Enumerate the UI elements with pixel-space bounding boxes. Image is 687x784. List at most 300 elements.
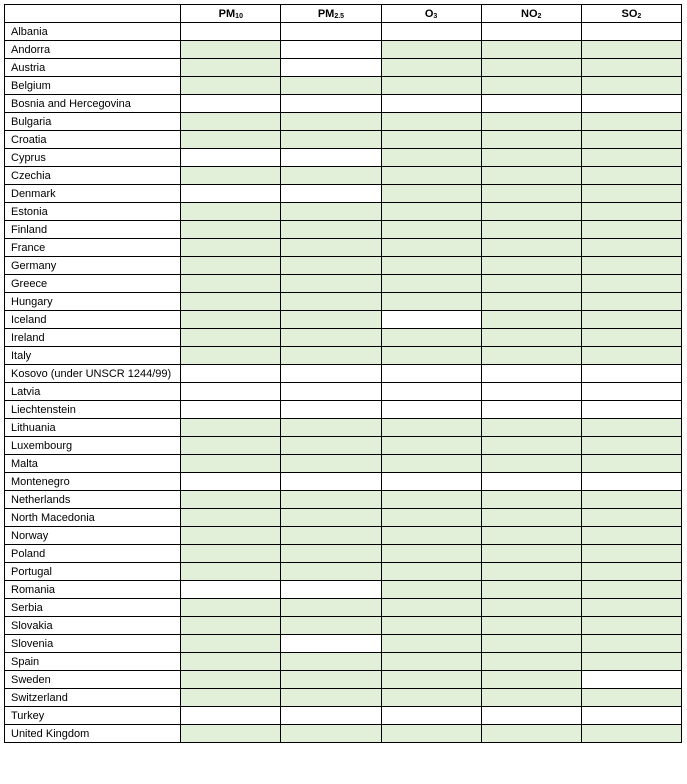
header-pm25-base: PM (317, 7, 335, 20)
coverage-cell-pm10 (181, 509, 281, 527)
table-row (5, 725, 682, 743)
country-cell: Montenegro (5, 473, 181, 491)
header-pm25-sub: 2.5 (334, 12, 345, 20)
table-row (5, 437, 682, 455)
coverage-cell-pm10 (181, 491, 281, 509)
table-row (5, 545, 682, 563)
coverage-cell-so2 (581, 167, 681, 185)
coverage-cell-pm25 (281, 95, 381, 113)
coverage-cell-pm25 (281, 293, 381, 311)
table-row (5, 599, 682, 617)
coverage-cell-so2 (581, 563, 681, 581)
coverage-cell-pm25 (281, 167, 381, 185)
coverage-cell-no2 (481, 563, 581, 581)
country-cell: Spain (5, 653, 181, 671)
coverage-cell-o3 (381, 383, 481, 401)
country-cell: Germany (5, 257, 181, 275)
coverage-cell-o3 (381, 203, 481, 221)
coverage-cell-o3 (381, 707, 481, 725)
coverage-cell-so2 (581, 599, 681, 617)
country-cell: Andorra (5, 41, 181, 59)
coverage-cell-pm25 (281, 275, 381, 293)
header-no2-sub: 2 (537, 12, 542, 20)
coverage-cell-no2 (481, 635, 581, 653)
header-so2 (581, 5, 681, 23)
table-row (5, 491, 682, 509)
coverage-cell-pm10 (181, 41, 281, 59)
table-row (5, 221, 682, 239)
table-row (5, 59, 682, 77)
coverage-cell-no2 (481, 509, 581, 527)
table-row (5, 383, 682, 401)
coverage-cell-pm10 (181, 347, 281, 365)
coverage-cell-o3 (381, 131, 481, 149)
header-o3-base: O (424, 7, 434, 20)
coverage-cell-pm25 (281, 707, 381, 725)
table-row (5, 149, 682, 167)
coverage-cell-o3 (381, 473, 481, 491)
coverage-cell-o3 (381, 401, 481, 419)
country-cell: Italy (5, 347, 181, 365)
coverage-cell-pm25 (281, 383, 381, 401)
coverage-cell-so2 (581, 527, 681, 545)
coverage-cell-pm25 (281, 581, 381, 599)
coverage-cell-o3 (381, 581, 481, 599)
coverage-cell-no2 (481, 527, 581, 545)
country-cell: Latvia (5, 383, 181, 401)
table-row (5, 617, 682, 635)
coverage-cell-pm25 (281, 311, 381, 329)
coverage-cell-pm10 (181, 257, 281, 275)
header-o3-sub: 3 (433, 12, 438, 20)
coverage-cell-o3 (381, 365, 481, 383)
coverage-cell-no2 (481, 707, 581, 725)
coverage-cell-so2 (581, 653, 681, 671)
coverage-cell-so2 (581, 77, 681, 95)
country-cell: Portugal (5, 563, 181, 581)
coverage-cell-pm10 (181, 113, 281, 131)
coverage-cell-no2 (481, 77, 581, 95)
coverage-cell-so2 (581, 347, 681, 365)
coverage-cell-so2 (581, 581, 681, 599)
coverage-cell-pm25 (281, 563, 381, 581)
country-cell: Austria (5, 59, 181, 77)
coverage-cell-pm10 (181, 401, 281, 419)
coverage-cell-so2 (581, 473, 681, 491)
table-row (5, 77, 682, 95)
coverage-cell-pm10 (181, 149, 281, 167)
coverage-cell-o3 (381, 419, 481, 437)
table-row (5, 95, 682, 113)
country-cell: Serbia (5, 599, 181, 617)
coverage-cell-so2 (581, 149, 681, 167)
coverage-cell-o3 (381, 311, 481, 329)
country-cell: Hungary (5, 293, 181, 311)
coverage-cell-no2 (481, 59, 581, 77)
coverage-cell-o3 (381, 167, 481, 185)
table-row (5, 239, 682, 257)
coverage-cell-pm25 (281, 545, 381, 563)
coverage-cell-pm10 (181, 689, 281, 707)
header-row (5, 5, 682, 23)
coverage-cell-so2 (581, 131, 681, 149)
coverage-table (4, 4, 682, 743)
coverage-cell-no2 (481, 671, 581, 689)
coverage-cell-pm10 (181, 599, 281, 617)
country-cell: Kosovo (under UNSCR 1244/99) (5, 365, 181, 383)
coverage-cell-pm10 (181, 419, 281, 437)
coverage-cell-no2 (481, 239, 581, 257)
coverage-cell-no2 (481, 113, 581, 131)
coverage-cell-no2 (481, 257, 581, 275)
table-row (5, 167, 682, 185)
table-body (5, 23, 682, 743)
coverage-cell-pm25 (281, 437, 381, 455)
coverage-cell-no2 (481, 167, 581, 185)
table-row (5, 689, 682, 707)
coverage-cell-so2 (581, 221, 681, 239)
table-row (5, 635, 682, 653)
coverage-cell-so2 (581, 95, 681, 113)
coverage-cell-no2 (481, 473, 581, 491)
coverage-cell-so2 (581, 275, 681, 293)
coverage-cell-pm25 (281, 185, 381, 203)
coverage-cell-pm25 (281, 689, 381, 707)
coverage-cell-pm10 (181, 563, 281, 581)
country-cell: Ireland (5, 329, 181, 347)
table-row (5, 509, 682, 527)
header-country (5, 5, 181, 23)
table-row (5, 365, 682, 383)
table-row (5, 113, 682, 131)
coverage-cell-so2 (581, 329, 681, 347)
coverage-cell-no2 (481, 95, 581, 113)
coverage-cell-pm25 (281, 257, 381, 275)
table-row (5, 455, 682, 473)
country-cell: Greece (5, 275, 181, 293)
coverage-cell-pm25 (281, 239, 381, 257)
coverage-cell-o3 (381, 455, 481, 473)
coverage-cell-o3 (381, 437, 481, 455)
coverage-cell-pm10 (181, 311, 281, 329)
coverage-cell-no2 (481, 365, 581, 383)
coverage-cell-o3 (381, 257, 481, 275)
coverage-cell-no2 (481, 545, 581, 563)
coverage-cell-pm10 (181, 707, 281, 725)
coverage-cell-no2 (481, 311, 581, 329)
coverage-cell-o3 (381, 95, 481, 113)
coverage-cell-pm10 (181, 635, 281, 653)
coverage-cell-so2 (581, 419, 681, 437)
coverage-cell-pm25 (281, 653, 381, 671)
coverage-cell-no2 (481, 221, 581, 239)
coverage-cell-so2 (581, 239, 681, 257)
coverage-cell-so2 (581, 203, 681, 221)
coverage-cell-so2 (581, 311, 681, 329)
coverage-cell-so2 (581, 257, 681, 275)
coverage-cell-no2 (481, 599, 581, 617)
coverage-cell-o3 (381, 599, 481, 617)
coverage-cell-so2 (581, 113, 681, 131)
coverage-cell-no2 (481, 275, 581, 293)
country-cell: Slovenia (5, 635, 181, 653)
coverage-cell-so2 (581, 491, 681, 509)
table-row (5, 185, 682, 203)
coverage-cell-so2 (581, 617, 681, 635)
table-row (5, 257, 682, 275)
country-cell: Luxembourg (5, 437, 181, 455)
coverage-cell-o3 (381, 635, 481, 653)
coverage-cell-pm25 (281, 203, 381, 221)
coverage-cell-no2 (481, 185, 581, 203)
country-cell: Netherlands (5, 491, 181, 509)
coverage-cell-so2 (581, 293, 681, 311)
coverage-cell-pm25 (281, 59, 381, 77)
coverage-cell-o3 (381, 689, 481, 707)
table-row (5, 581, 682, 599)
coverage-cell-o3 (381, 725, 481, 743)
coverage-cell-so2 (581, 365, 681, 383)
coverage-cell-no2 (481, 41, 581, 59)
coverage-cell-pm10 (181, 365, 281, 383)
header-no2 (481, 5, 581, 23)
coverage-cell-pm10 (181, 437, 281, 455)
country-cell: Romania (5, 581, 181, 599)
coverage-cell-so2 (581, 635, 681, 653)
table-row (5, 293, 682, 311)
country-cell: Croatia (5, 131, 181, 149)
table-row (5, 707, 682, 725)
coverage-cell-pm10 (181, 221, 281, 239)
table-row (5, 473, 682, 491)
coverage-cell-pm25 (281, 131, 381, 149)
country-cell: Albania (5, 23, 181, 41)
coverage-cell-no2 (481, 419, 581, 437)
country-cell: Norway (5, 527, 181, 545)
coverage-cell-o3 (381, 77, 481, 95)
coverage-cell-o3 (381, 59, 481, 77)
coverage-cell-pm25 (281, 23, 381, 41)
coverage-cell-o3 (381, 113, 481, 131)
coverage-cell-pm10 (181, 239, 281, 257)
coverage-cell-pm10 (181, 293, 281, 311)
coverage-cell-pm10 (181, 329, 281, 347)
coverage-cell-pm25 (281, 617, 381, 635)
coverage-cell-so2 (581, 23, 681, 41)
country-cell: France (5, 239, 181, 257)
coverage-cell-pm25 (281, 599, 381, 617)
coverage-cell-pm25 (281, 149, 381, 167)
coverage-cell-o3 (381, 509, 481, 527)
coverage-cell-so2 (581, 509, 681, 527)
country-cell: Czechia (5, 167, 181, 185)
coverage-cell-pm25 (281, 491, 381, 509)
header-pm10-base: PM (218, 7, 236, 20)
coverage-cell-no2 (481, 581, 581, 599)
coverage-cell-so2 (581, 401, 681, 419)
table-row (5, 275, 682, 293)
country-cell: Poland (5, 545, 181, 563)
coverage-cell-no2 (481, 23, 581, 41)
coverage-cell-pm25 (281, 365, 381, 383)
country-cell: Bosnia and Hercegovina (5, 95, 181, 113)
coverage-cell-o3 (381, 221, 481, 239)
coverage-cell-so2 (581, 383, 681, 401)
table-row (5, 563, 682, 581)
coverage-cell-pm25 (281, 725, 381, 743)
header-so2-base: SO (621, 7, 638, 20)
coverage-cell-pm10 (181, 725, 281, 743)
coverage-cell-o3 (381, 671, 481, 689)
coverage-cell-no2 (481, 203, 581, 221)
country-cell: Denmark (5, 185, 181, 203)
country-cell: Finland (5, 221, 181, 239)
coverage-cell-o3 (381, 329, 481, 347)
coverage-cell-so2 (581, 707, 681, 725)
header-pm10 (181, 5, 281, 23)
coverage-cell-so2 (581, 545, 681, 563)
country-cell: Sweden (5, 671, 181, 689)
coverage-cell-no2 (481, 149, 581, 167)
coverage-cell-pm25 (281, 509, 381, 527)
table-row (5, 419, 682, 437)
country-cell: Malta (5, 455, 181, 473)
coverage-cell-pm10 (181, 59, 281, 77)
coverage-cell-so2 (581, 689, 681, 707)
coverage-cell-pm10 (181, 455, 281, 473)
coverage-cell-o3 (381, 293, 481, 311)
coverage-cell-pm25 (281, 41, 381, 59)
country-cell: Iceland (5, 311, 181, 329)
coverage-cell-no2 (481, 131, 581, 149)
coverage-cell-pm10 (181, 671, 281, 689)
table-row (5, 23, 682, 41)
coverage-cell-pm25 (281, 635, 381, 653)
coverage-cell-o3 (381, 653, 481, 671)
coverage-cell-pm25 (281, 473, 381, 491)
coverage-cell-pm10 (181, 473, 281, 491)
table-row (5, 203, 682, 221)
coverage-cell-pm25 (281, 329, 381, 347)
coverage-cell-pm10 (181, 203, 281, 221)
coverage-cell-o3 (381, 275, 481, 293)
table-row (5, 347, 682, 365)
table-row (5, 671, 682, 689)
coverage-cell-no2 (481, 653, 581, 671)
table-row (5, 311, 682, 329)
coverage-cell-pm25 (281, 347, 381, 365)
coverage-cell-pm10 (181, 383, 281, 401)
header-pm10-sub: 10 (235, 12, 243, 20)
country-cell: Turkey (5, 707, 181, 725)
country-cell: Cyprus (5, 149, 181, 167)
country-cell: Estonia (5, 203, 181, 221)
header-no2-base: NO (521, 7, 538, 20)
coverage-cell-o3 (381, 149, 481, 167)
coverage-cell-o3 (381, 185, 481, 203)
coverage-cell-no2 (481, 401, 581, 419)
table-row (5, 527, 682, 545)
table-row (5, 401, 682, 419)
coverage-cell-pm10 (181, 185, 281, 203)
coverage-cell-no2 (481, 437, 581, 455)
country-cell: Slovakia (5, 617, 181, 635)
coverage-cell-so2 (581, 455, 681, 473)
coverage-cell-no2 (481, 689, 581, 707)
coverage-cell-no2 (481, 725, 581, 743)
coverage-cell-no2 (481, 455, 581, 473)
coverage-cell-so2 (581, 185, 681, 203)
country-cell: Bulgaria (5, 113, 181, 131)
country-cell: United Kingdom (5, 725, 181, 743)
coverage-cell-pm10 (181, 95, 281, 113)
coverage-cell-o3 (381, 41, 481, 59)
coverage-cell-pm25 (281, 401, 381, 419)
coverage-cell-pm25 (281, 671, 381, 689)
coverage-cell-no2 (481, 347, 581, 365)
coverage-cell-pm10 (181, 617, 281, 635)
table-row (5, 329, 682, 347)
coverage-cell-no2 (481, 329, 581, 347)
coverage-cell-so2 (581, 59, 681, 77)
header-pm25 (281, 5, 381, 23)
table-row (5, 41, 682, 59)
coverage-cell-o3 (381, 563, 481, 581)
coverage-cell-o3 (381, 545, 481, 563)
coverage-cell-so2 (581, 437, 681, 455)
table-row (5, 653, 682, 671)
coverage-cell-pm25 (281, 77, 381, 95)
country-cell: Lithuania (5, 419, 181, 437)
country-cell: Liechtenstein (5, 401, 181, 419)
coverage-cell-o3 (381, 491, 481, 509)
coverage-cell-pm10 (181, 275, 281, 293)
coverage-cell-pm10 (181, 167, 281, 185)
coverage-cell-pm10 (181, 545, 281, 563)
coverage-cell-pm10 (181, 131, 281, 149)
coverage-cell-pm10 (181, 653, 281, 671)
header-so2-sub: 2 (637, 12, 642, 20)
coverage-cell-pm25 (281, 527, 381, 545)
coverage-cell-o3 (381, 347, 481, 365)
coverage-cell-no2 (481, 293, 581, 311)
coverage-cell-o3 (381, 239, 481, 257)
coverage-cell-so2 (581, 671, 681, 689)
country-cell: Belgium (5, 77, 181, 95)
country-cell: North Macedonia (5, 509, 181, 527)
coverage-cell-so2 (581, 41, 681, 59)
coverage-cell-pm25 (281, 419, 381, 437)
header-o3 (381, 5, 481, 23)
country-cell: Switzerland (5, 689, 181, 707)
coverage-cell-pm10 (181, 527, 281, 545)
coverage-cell-pm25 (281, 455, 381, 473)
coverage-cell-pm10 (181, 581, 281, 599)
coverage-cell-o3 (381, 527, 481, 545)
coverage-cell-pm10 (181, 23, 281, 41)
coverage-cell-no2 (481, 617, 581, 635)
coverage-cell-o3 (381, 617, 481, 635)
coverage-table-container (4, 4, 682, 743)
coverage-cell-pm25 (281, 113, 381, 131)
table-row (5, 131, 682, 149)
coverage-cell-o3 (381, 23, 481, 41)
coverage-cell-no2 (481, 383, 581, 401)
coverage-cell-pm10 (181, 77, 281, 95)
coverage-cell-no2 (481, 491, 581, 509)
coverage-cell-pm25 (281, 221, 381, 239)
coverage-cell-so2 (581, 725, 681, 743)
